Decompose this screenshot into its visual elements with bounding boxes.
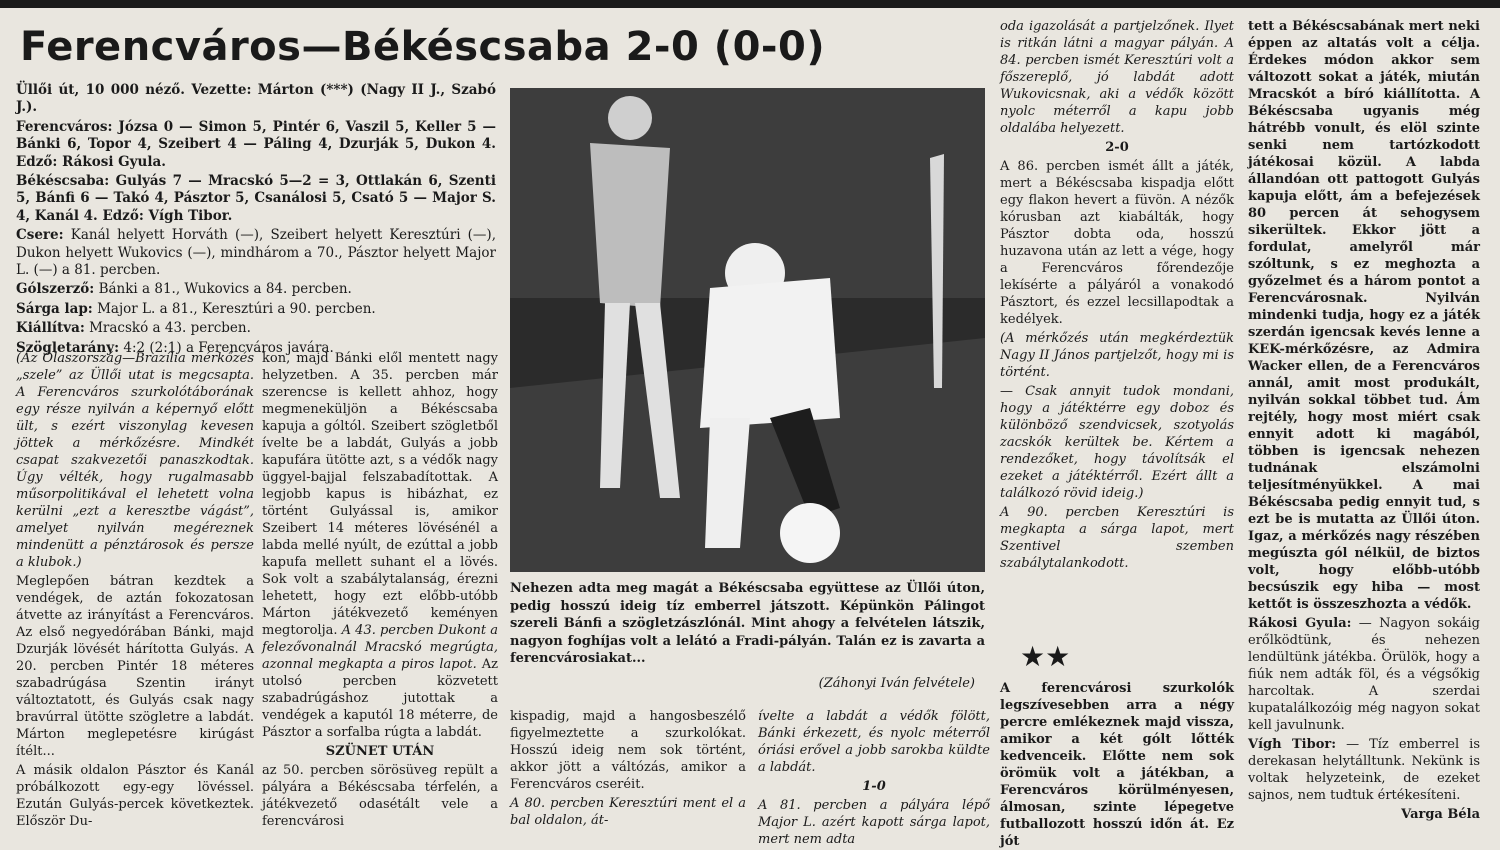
score-marker: 1-0 <box>862 779 886 794</box>
sent-off: Kiállítva: Mracskó a 43. percben. <box>16 320 251 337</box>
photo-credit: (Záhonyi Iván felvétele) <box>818 676 975 691</box>
subheading: SZÜNET UTÁN <box>325 744 435 759</box>
paragraph: — Csak annyit tudok mondani, hogy a játéktérre egy doboz és különböző szendvicsek, szotyolás zacskók kerültek be. Kértem a rendezőket, hogy távolítsák el ezeket a játéktérről. Ezért állt a találkozó rövid ideig.) <box>1000 384 1234 501</box>
paragraph: A 86. percben ismét állt a játék, mert a Békéscsaba kispadja előtt egy flakon hevert a füvön. A nézők kórusban azt kiabálták, hogy Pásztor dobta oda, hosszú huzavona után az lett a vége, hogy a Ferencváros főrendezője lekísérte a pályáról a vonakodó Pásztort, és ezzel lecsillapodtak a kedélyek. <box>1000 159 1234 327</box>
bcs-lineup: Békéscsaba: Gulyás 7 — Mracskó 5—2 = 3, Ottlakán 6, Szenti 5, Bánfi 6 — Takó 4, Pásztor 5, Csanálosi 5, Csató 5 — Major S. 4, Kanál 4. Edző: Vígh Tibor. <box>16 173 496 224</box>
paragraph: ívelte a labdát a védők fölött, Bánki érkezett, és nyolc méterről óriási erővel a jobb sarokba küldte a labdát. <box>758 709 990 775</box>
paragraph: A 90. percben Keresztúri is megkapta a sárga lapot, mert Szentivel szemben szabálytalankodott. <box>1000 505 1234 571</box>
score-marker: 2-0 <box>1105 140 1129 155</box>
paragraph: A másik oldalon Pásztor és Kanál próbálkozott egy-egy lövéssel. Ezután Gulyás-percek következtek. Először Du- <box>16 763 254 829</box>
match-photo-illustration <box>510 88 985 572</box>
match-details <box>16 82 496 356</box>
paragraph: A 80. percben Keresztúri ment el a bal oldalon, át- <box>510 796 746 828</box>
venue-line: Üllői út, 10 000 néző. Vezette: Márton (***) (Nagy II J., Szabó J.). <box>16 82 496 116</box>
article-column-3 <box>510 708 746 836</box>
headline: Ferencváros—Békéscsaba 2-0 (0-0) <box>20 24 826 70</box>
ftc-lineup: Ferencváros: Józsa 0 — Simon 5, Pintér 6, Vaszil 5, Keller 5 — Bánki 6, Topor 4, Szeibert 4 — Páling 4, Dzurják 5, Dukon 4. Edző: Rákosi Gyula. <box>16 118 496 170</box>
substitutions: Csere: Kanál helyett Horváth (—), Szeibert helyett Keresztúri (—), Dukon helyett Wukovics (—), mindhárom a 70., Pásztor helyett Major L. (—) a 81. percben. <box>16 227 496 279</box>
paragraph: Meglepően bátran kezdtek a vendégek, de aztán fokozatosan átvette az irányítást a Ferencváros. Az első negyedórában Bánki, majd Dzurják lövését hárította Gulyás. A 20. percben Pintér 18 méteres szabadrúgása Szentin irányt változtatott, és Gulyás csak nagy bravúrral ütötte szögletre a labdát. Márton meglepetésre kirúgást ítélt... <box>16 574 254 759</box>
yellow-cards: Sárga lap: Major L. a 81., Keresztúri a 90. percben. <box>16 300 376 317</box>
quote-rakosi: Rákosi Gyula: — Nagyon sokáig erőlködtünk, és nehezen lendültünk játékba. Örülök, hogy a fiúk nem adták föl, és a végsőkig harcoltak. A szerdai kupatalálkozóig még nagyon sokat kell javulnunk. <box>1248 616 1480 733</box>
article-column-4 <box>758 708 990 847</box>
paragraph: A 81. percben a pályára lépő Major L. azért kapott sárga lapot, mert nem adta <box>758 798 990 847</box>
article-column-6 <box>1248 18 1480 838</box>
byline: Varga Béla <box>1401 807 1480 822</box>
paragraph: tett a Békéscsabának mert neki éppen az altatás volt a célja. Érdekes módon akkor sem változott sokat a játék, miután Mracskót a bíró kiállította. A Békéscsaba ugyanis még hátrébb vonult, és elöl szinte senki nem tartózkodott játékosai közül. A labda állandóan ott pattogott Gulyás kapuja előtt, ám a befejezések 80 percen át sehogysem sikerültek. Ekkor jött a fordulat, amelyről már szóltunk, s ez meghozta a győzelmet és a három pontot a Ferencvárosnak. Nyilván mindenki tudja, hogy ez a játék szerdán igencsak kevés lenne a KEK-mérkőzésre, az Admira Wacker ellen, de a Ferencváros annál, amit most produkált, nyilván sokkal többet tud. Ám rejtély, hogy most miért csak ennyit adott ki magából, többen is igencsak nehezen tudnának elszámolni teljesítményükkel. A mai Békéscsaba pedig ennyit tud, s ezt be is mutatta az Üllői úton. Igaz, a mérkőzés nagy részében megúszta gól nélkül, de biztos volt, hogy előbb-utóbb becsúszik egy hiba — most kettőt is összeszhozta a védők. <box>1248 19 1480 612</box>
intro-paragraph: (Az Olaszország—Brazília mérkőzés „szele” az Üllői utat is megcsapta. A Ferencváros szurkolótáborának egy része nyilván a képernyő előtt ült, s ezért viszonylag kevesen jöttek a mérkőzésre. Mindkét csapat szakvezetői panaszkodtak. Úgy vélték, hogy rugalmasabb műsorpolitikával el lehetett volna kerülni „ezt a keresztbe vágást”, amelyet nyilván megéreznek mindenütt a pénztárosok és persze a klubok.) <box>16 351 254 570</box>
scorers: Gólszerző: Bánki a 81., Wukovics a 84. percben. <box>16 281 352 298</box>
paragraph: oda igazolását a partjelzőnek. Ilyet is ritkán látni a magyar pályán. A 84. percben ismét Keresztúri volt a főszereplő, jó labdát adott Wukovicsnak, aki a védők között nyolc méterről a kapu jobb oldalába helyezett. <box>1000 19 1234 136</box>
article-column-2 <box>262 350 498 830</box>
paragraph: az 50. percben sörösüveg repült a pályára a Békéscsaba térfelén, a játékvezető odasétált vele a ferencvárosi <box>262 763 498 829</box>
paragraph: kon, majd Bánki elől mentett nagy helyzetben. A 35. percben már szerencse is kellett ahhoz, hogy megmeneküljön a Békéscsaba kapuja a góltól. Szeibert szögletből ívelte be a labdát, Gulyás a jobb kapufára ütötte azt, s a védők nagy üggyel-bajjal felszabadítottak. A legjobb kapus is hibázhat, ez történt Gulyással is, amikor Szeibert 14 méteres lövésénél a labda mellé nyúlt, de ezúttal a jobb kapufa mellett suhant el a lövés. Sok volt a szabálytalanság, érezni lehetett, hogy ezt előbb-utóbb Márton játékvezető keményen megtorolja. A 43. percben Dukont a felezővonalnál Mracskó megrúgta, azonnal megkapta a piros lapot. Az utolsó percben közvetett szabadrúgáshoz jutottak a vendégek a kaputól 18 méterre, de Pásztor a sorfalba rúgta a labdát. <box>262 351 498 740</box>
article-column-1 <box>16 350 254 830</box>
top-rule <box>0 0 1500 8</box>
article-column-5 <box>1000 18 1234 638</box>
corners: Szögletarány: 4:2 (2:1) a Ferencváros javára. <box>16 339 334 356</box>
photo-caption: Nehezen adta meg magát a Békéscsaba együttese az Üllői úton, pedig hosszú ideig tíz emberrel játszott. Képünkön Pálingot szereli Bánfi a szögletzászlónál. Mint ahogy a felvételen látszik, nagyon foghíjas volt a lelátó a Fradi-pályán. Talán ez is zavarta a ferencvárosiakat... <box>510 581 985 667</box>
paragraph: A ferencvárosi szurkolók legszívesebben arra a négy percre emlékeznek majd vissza, amikor a két gólt lőtték kedvenceik. Előtte nem sok örömük volt a játékban, a Ferencváros körülményesen, álmosan, szinte lépegetve futballozott hosszú időn át. Ez jót <box>1000 681 1234 849</box>
paragraph: (A mérkőzés után megkérdeztük Nagy II János partjelzőt, hogy mi is történt. <box>1000 331 1234 380</box>
match-photo <box>510 88 985 572</box>
paragraph: kispadig, majd a hangosbeszélő figyelmeztette a szurkolókat. Hosszú ideig nem sok történt, akkor jött a váltózás, amikor a Ferencváros cseréit. <box>510 709 746 792</box>
star-rating-icon: ★★ <box>1020 640 1071 673</box>
quote-vigh: Vígh Tibor: — Tíz emberrel is derekasan helytálltunk. Nekünk is voltak helyzeteink, de ezeket sajnos, nem tudtuk értékesíteni. <box>1248 737 1480 803</box>
article-column-commentary <box>1000 680 1234 849</box>
